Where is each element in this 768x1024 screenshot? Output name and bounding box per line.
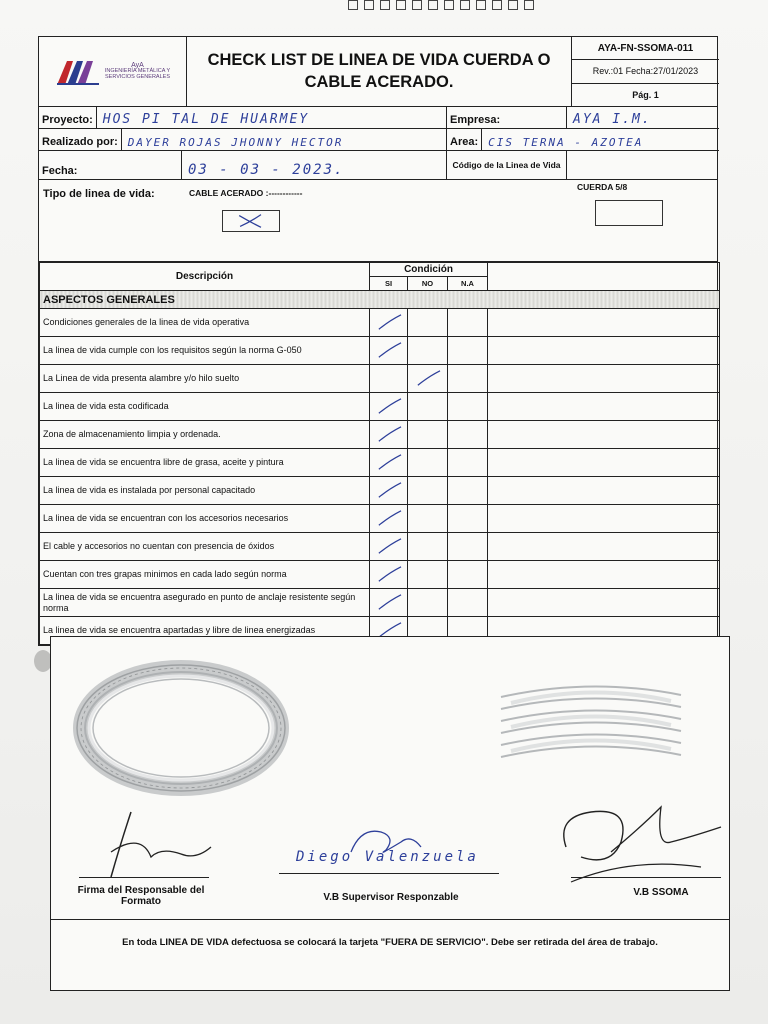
cuerda-checkbox[interactable] [595,200,663,226]
check-mark-icon [370,589,407,616]
ssoma-signature [551,797,729,897]
empresa-value[interactable]: AYA I.M. [573,112,652,127]
cell-na[interactable] [448,309,488,337]
row-description: La linea de vida es instalada por personal capacitado [40,477,370,505]
cable-acerado-label: CABLE ACERADO :------------ [189,188,303,198]
cell-no[interactable] [408,561,448,589]
realizado-label: Realizado por: [42,136,118,148]
responsable-signature [81,802,231,882]
cell-na[interactable] [448,393,488,421]
table-header-row-1 [40,263,720,277]
check-mark-icon [370,561,407,588]
cell-observacion[interactable] [488,449,720,477]
row-description: Condiciones generales de la linea de vida operativa [40,309,370,337]
cell-no[interactable] [408,533,448,561]
info-section [39,107,717,180]
row-description: Cuentan con tres grapas minimos en cada lado según norma [40,561,370,589]
row-description: El cable y accesorios no cuentan con presencia de óxidos [40,533,370,561]
cell-observacion[interactable] [488,533,720,561]
logo-mark-icon [55,57,101,87]
table-row [40,589,720,617]
checklist-table [39,262,720,645]
cell-observacion[interactable] [488,337,720,365]
cell-no[interactable] [408,589,448,617]
table-row [40,421,720,449]
check-mark-icon [370,449,407,476]
proyecto-row [39,107,446,129]
cell-si[interactable] [370,533,408,561]
area-row [447,129,719,151]
check-mark-icon [370,309,407,336]
cell-observacion[interactable] [488,561,720,589]
row-description: La Linea de vida presenta alambre y/o hilo suelto [40,365,370,393]
steel-cable-photo [491,657,691,787]
condicion-header: Condición [370,263,488,277]
row-description: La linea de vida se encuentra asegurado en punto de anclaje resistente según norma [40,589,370,617]
cell-no[interactable] [408,449,448,477]
proyecto-value[interactable]: HOS PI TAL DE HUARMEY [96,107,446,128]
area-value[interactable]: CIS TERNA - AZOTEA [481,129,719,150]
bottom-section [50,636,730,991]
cell-observacion[interactable] [488,421,720,449]
tipo-label: Tipo de linea de vida: [43,188,155,200]
si-header: SI [370,277,408,291]
logo-line-2: INGENIERÍA METÁLICA Y [104,68,171,75]
coiled-cable-photo [71,653,291,803]
cell-observacion[interactable] [488,365,720,393]
supervisor-sign-line [279,873,499,874]
cell-si[interactable] [370,393,408,421]
checklist-form [38,36,718,646]
logo-line-3: SERVICIOS GENERALES [104,74,170,81]
row-description: La linea de vida cumple con los requisitos según la norma G-050 [40,337,370,365]
responsable-label: Firma del Responsable del Formato [77,885,205,907]
cuerda-label: CUERDA 5/8 [577,182,628,192]
supervisor-name: Diego Valenzuela [296,849,479,865]
cell-no[interactable] [408,505,448,533]
check-mark-icon [370,421,407,448]
observaciones-header [488,263,720,291]
codigo-row [447,151,719,179]
cell-si[interactable] [370,561,408,589]
cell-si[interactable] [370,365,408,393]
top-edge-strip [348,0,728,12]
fecha-label: Fecha: [42,165,78,177]
ssoma-sign-line [571,877,721,878]
check-mark-icon [370,505,407,532]
cell-si[interactable] [370,337,408,365]
proyecto-label: Proyecto: [42,114,93,126]
logo-line-1: AyA [131,62,144,70]
row-description: La linea de vida se encuentra libre de grasa, aceite y pintura [40,449,370,477]
cell-observacion[interactable] [488,477,720,505]
cell-na[interactable] [448,449,488,477]
empresa-label: Empresa: [447,107,567,128]
table-row [40,533,720,561]
section-title: ASPECTOS GENERALES [40,291,720,309]
cell-observacion[interactable] [488,505,720,533]
realizado-row [39,129,446,151]
cable-acerado-checkbox[interactable] [222,210,280,232]
table-row [40,337,720,365]
check-mark-icon [408,365,447,392]
cell-observacion[interactable] [488,589,720,617]
table-row [40,561,720,589]
x-mark-icon [223,211,279,231]
cell-na[interactable] [448,365,488,393]
cell-na[interactable] [448,477,488,505]
cell-no[interactable] [408,309,448,337]
cell-observacion[interactable] [488,309,720,337]
fecha-value[interactable]: 03 - 03 - 2023. [181,151,446,179]
cell-no[interactable] [408,421,448,449]
cell-no[interactable] [408,393,448,421]
realizado-value[interactable]: DAYER ROJAS JHONNY HECTOR [121,129,446,150]
codigo-label: Código de la Linea de Vida [447,151,567,179]
cell-no[interactable] [408,477,448,505]
cell-na[interactable] [448,421,488,449]
na-header: N.A [448,277,488,291]
row-description: La linea de vida se encuentran con los accesorios necesarios [40,505,370,533]
cell-na[interactable] [448,589,488,617]
cell-si[interactable] [370,477,408,505]
logo-text [105,62,170,81]
check-mark-icon [370,337,407,364]
cell-na[interactable] [448,533,488,561]
table-row [40,365,720,393]
row-description: Zona de almacenamiento limpia y ordenada. [40,421,370,449]
supervisor-label: V.B Supervisor Responzable [323,892,459,903]
checklist-rows [40,309,720,645]
section-row [40,291,720,309]
form-meta [572,37,719,106]
cell-si[interactable] [370,309,408,337]
info-right [447,107,719,179]
descripcion-header: Descripción [40,263,370,291]
cell-na[interactable] [448,337,488,365]
check-mark-icon [370,533,407,560]
table-row [40,477,720,505]
tipo-section [39,180,717,262]
responsable-sign-line [79,877,209,878]
company-logo [39,37,187,106]
cell-no[interactable] [408,337,448,365]
check-mark-icon [370,477,407,504]
fecha-row [39,151,446,179]
cell-observacion[interactable] [488,393,720,421]
cell-si[interactable] [370,449,408,477]
cell-si[interactable] [370,421,408,449]
no-header: NO [408,277,448,291]
supervisor-signature [341,822,431,862]
cell-si[interactable] [370,505,408,533]
cell-no[interactable] [408,365,448,393]
table-row [40,309,720,337]
row-description: La linea de vida esta codificada [40,393,370,421]
empresa-row [447,107,719,129]
table-row [40,449,720,477]
ssoma-label: V.B SSOMA [633,887,689,898]
info-left [39,107,447,179]
cell-na[interactable] [448,561,488,589]
table-row [40,393,720,421]
row-description: La linea de vida se encuentra apartadas y libre de linea energizadas [40,617,370,645]
form-page: Pág. 1 [632,89,659,100]
area-label: Area: [450,136,479,148]
form-header [39,37,717,107]
footer-note: En toda LINEA DE VIDA defectuosa se colocará la tarjeta "FUERA DE SERVICIO". Debe ser retirada del área de trabajo. [122,937,658,948]
table-row [40,505,720,533]
cell-na[interactable] [448,505,488,533]
cell-si[interactable] [370,589,408,617]
form-code: AYA-FN-SSOMA-011 [572,37,719,60]
form-revision: Rev.:01 Fecha:27/01/2023 [572,60,719,83]
form-title: CHECK LIST DE LINEA DE VIDA CUERDA O CABLE ACERADO. [187,37,572,106]
check-mark-icon [370,393,407,420]
codigo-value[interactable] [567,151,719,179]
footer-divider [51,919,729,920]
